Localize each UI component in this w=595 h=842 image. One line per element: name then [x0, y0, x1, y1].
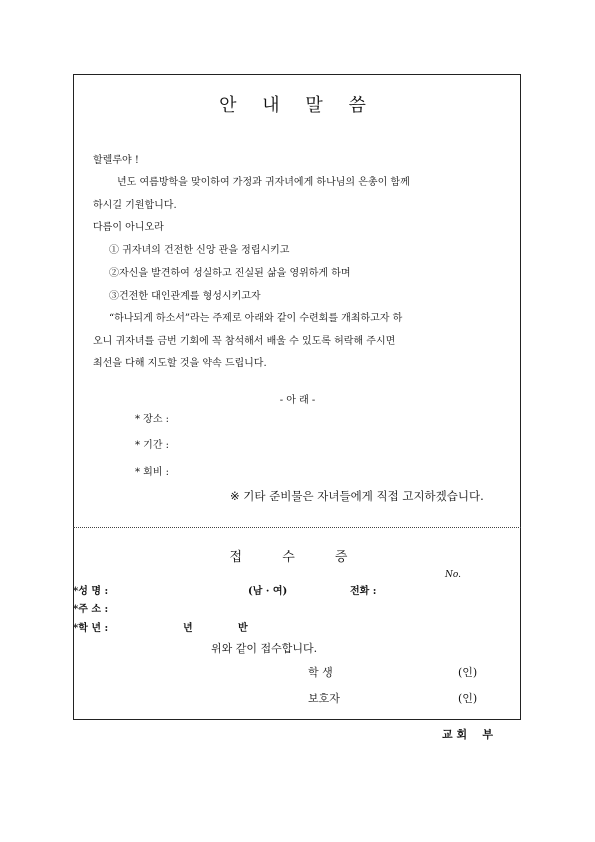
receipt-number-label: No. — [445, 570, 461, 580]
church-department: 교 회 부 — [442, 728, 494, 741]
transition-text: 다름이 아니오라 — [93, 222, 164, 233]
grade-label: *학 년 : — [73, 623, 109, 634]
goal-item: ②자신을 발견하여 성실하고 진실된 삶을 영위하게 하며 — [109, 268, 351, 279]
theme-line-1: “하나되게 하소서”라는 주제로 아래와 같이 수련회를 개최하고자 하 — [109, 313, 403, 324]
theme-line-3: 최선을 다해 지도할 것을 약속 드립니다. — [93, 358, 267, 369]
cut-line — [73, 527, 521, 528]
detail-fee: * 회비 : — [135, 467, 170, 478]
guardian-seal: (인) — [458, 692, 478, 705]
page-title: 안 내 말 씀 — [219, 95, 376, 116]
student-label: 학 생 — [308, 666, 333, 679]
receipt-confirm: 위와 같이 접수합니다. — [211, 642, 318, 655]
details-heading: - 아 래 - — [279, 395, 316, 406]
intro-line-1: 년도 여름방학을 맞이하여 가정과 귀자녀에게 하나님의 은총이 함께 — [117, 177, 410, 188]
intro-line-2: 하시길 기원합니다. — [93, 200, 177, 211]
name-label: *성 명 : — [73, 586, 109, 597]
supplies-note: ※ 기타 준비물은 자녀들에게 직접 고지하겠습니다. — [230, 489, 484, 503]
phone-label: 전화 : — [350, 586, 377, 597]
gender-label: (남 · 여) — [248, 586, 288, 597]
address-label: *주 소 : — [73, 604, 109, 615]
grade-year-label: 년 — [183, 623, 193, 634]
goal-item: ① 귀자녀의 건전한 신앙 관을 정립시키고 — [109, 245, 290, 256]
guardian-label: 보호자 — [308, 692, 340, 705]
theme-line-2: 오니 귀자녀를 금번 기회에 꼭 참석해서 배울 수 있도록 허락해 주시면 — [93, 336, 396, 347]
goal-item: ③건전한 대인관계를 형성시키고자 — [109, 291, 261, 302]
receipt-title: 접 수 증 — [229, 550, 366, 565]
detail-period: * 기간 : — [135, 440, 170, 451]
detail-location: * 장소 : — [135, 414, 170, 425]
student-seal: (인) — [458, 666, 478, 679]
grade-class-label: 반 — [238, 623, 248, 634]
greeting: 할렐루야 ! — [93, 155, 139, 166]
